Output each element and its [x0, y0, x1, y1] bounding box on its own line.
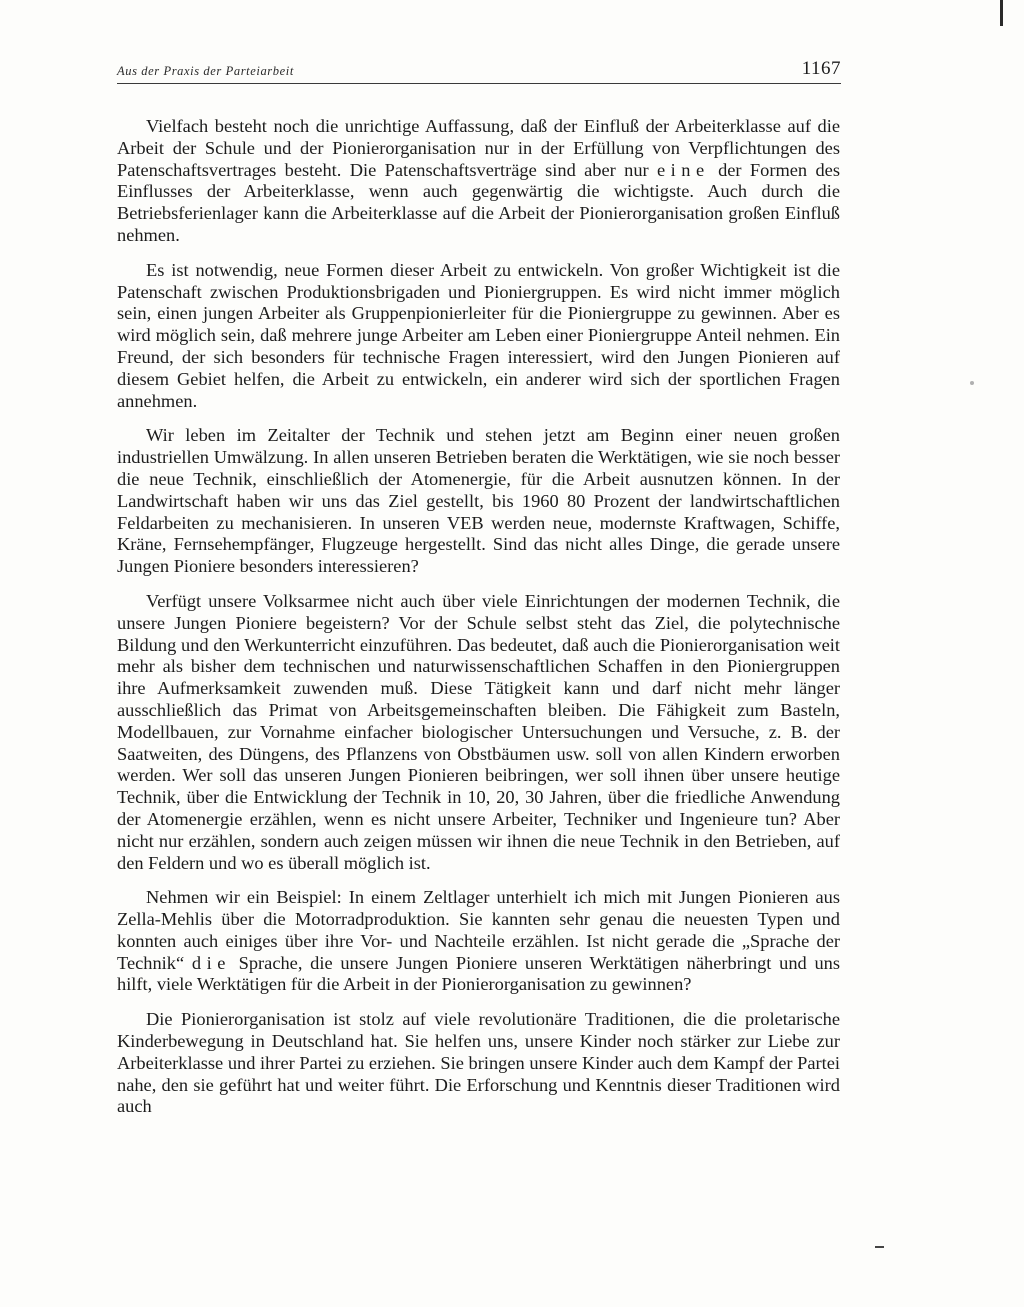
- running-head: Aus der Praxis der Parteiarbeit: [117, 64, 294, 78]
- text-run: Verfügt unsere Volksarmee nicht auch über viele Einrichtungen der modernen Technik, die unsere Jungen Pioniere begeistern? Vor der Schule selbst steht das Ziel, die polytechnische Bildung und den Werkunterricht einzuführen. Das bedeutet, daß auch die Pionierorganisation weit mehr als bisher dem technischen und naturwissenschaftlichen Schaffen in den Pioniergruppen ihre Aufmerksamkeit zuwenden muß. Diese Tätigkeit kann und darf nicht mehr länger ausschließlich das Primat von Arbeitsgemeinschaften bleiben. Die Fähigkeit zum Basteln, Modellbauen, zur Vornahme einfacher biologischer Untersuchungen und Versuche, z. B. der Saatweiten, des Düngens, des Pflanzens von Obstbäumen usw. soll von allen Kindern erworben werden. Wer soll das unseren Jungen Pionieren beibringen, wer soll ihnen über unsere heutige Technik, über die Entwicklung der Technik in 10, 20, 30 Jahren, über die friedliche Anwendung der Atomenergie erzählen, wenn es nicht unsere Arbeiter, Techniker und Ingenieure tun? Aber nicht nur erzählen, sondern auch zeigen müssen wir ihnen die neue Technik in den Betrieben, auf den Feldern und wo es überall möglich ist.: [117, 590, 840, 873]
- paragraph-5: [117, 887, 840, 996]
- header-rule: [117, 83, 841, 84]
- text-run: Die Pionierorganisation ist stolz auf viele revolutionäre Traditionen, die die proletarische Kinderbewegung in Deutschland hat. Sie helfen uns, unsere Kinder noch stärker zur Liebe zur Arbeiterklasse und ihrer Partei zu erziehen. Sie bringen unsere Kinder auch dem Kampf der Partei nahe, den sie geführt hat und weiter führt. Die Erforschung und Kenntnis dieser Traditionen wird auch: [117, 1009, 840, 1117]
- page-edge-mark: [1000, 0, 1003, 26]
- paragraph-1: [117, 116, 840, 247]
- paragraph-3: [117, 425, 840, 578]
- text-run: der Formen des Einflusses der Arbeiterklasse, wenn auch gegenwärtig die wichtigste. Auch durch die Betriebsferienlager kann die Arbeiterklasse auf die Arbeit der Pionierorganisation großen Einfluß nehmen.: [117, 159, 840, 245]
- spaced-emphasis: die: [191, 952, 231, 973]
- article-body: [117, 116, 840, 1118]
- text-run: Vielfach besteht noch die unrichtige Auffassung, daß der Einfluß der Arbeiterklasse auf die Arbeit der Schule und der Pionierorganisation nur in der Erfüllung von Verpflichtungen des Patenschaftsvertrages besteht. Die Patenschaftsverträge sind aber nur: [117, 116, 840, 180]
- paragraph-6: [117, 1009, 840, 1118]
- text-run: Es ist notwendig, neue Formen dieser Arbeit zu entwickeln. Von großer Wichtigkeit ist die Patenschaft zwischen Produktionsbrigaden und Pioniergruppen. Es wird nicht immer möglich sein, einen jungen Arbeiter als Gruppenpionierleiter für die Pioniergruppe zu gewinnen. Aber es wird möglich sein, daß mehrere junge Arbeiter am Leben einer Pioniergruppe Anteil nehmen. Ein Freund, der sich besonders für technische Fragen interessiert, wird den Jungen Pionieren auf diesem Gebiet helfen, die Arbeit zu entwickeln, ein anderer wird sich der sportlichen Fragen annehmen.: [117, 259, 840, 411]
- page-number: 1167: [801, 58, 841, 79]
- spaced-emphasis: eine: [657, 159, 710, 180]
- text-run: Wir leben im Zeitalter der Technik und stehen jetzt am Beginn einer neuen großen industriellen Umwälzung. In allen unseren Betrieben beraten die Werktätigen, wie sie noch besser die neue Technik, einschließlich der Atomenergie, für die Arbeit ausnutzen können. In der Landwirtschaft haben wir uns das Ziel gestellt, bis 1960 80 Prozent der landwirtschaftlichen Feldarbeiten zu mechanisieren. In unseren VEB werden neue, modernste Kraftwagen, Schiffe, Kräne, Fernsehempfänger, Flugzeuge hergestellt. Sind das nicht alles Dinge, die gerade unsere Jungen Pioniere besonders interessieren?: [117, 425, 840, 577]
- scan-speck: [970, 381, 974, 385]
- footer-dash: [875, 1246, 884, 1248]
- paragraph-2: [117, 260, 840, 413]
- text-run: Sprache, die unsere Jungen Pioniere unseren Werktätigen näherbringt und uns hilft, viele Werktätigen für die Arbeit in der Pionierorganisation zu gewinnen?: [117, 952, 840, 995]
- page-header: [117, 58, 841, 84]
- paragraph-4: [117, 591, 840, 874]
- text-run: Nehmen wir ein Beispiel: In einem Zeltlager unterhielt ich mich mit Jungen Pionieren aus Zella-Mehlis über die Motorradproduktion. Sie kannten sehr genau die neuesten Typen und konnten auch einiges über ihre Vor- und Nachteile erzählen. Ist nicht gerade die „Sprache der Technik“: [117, 887, 840, 973]
